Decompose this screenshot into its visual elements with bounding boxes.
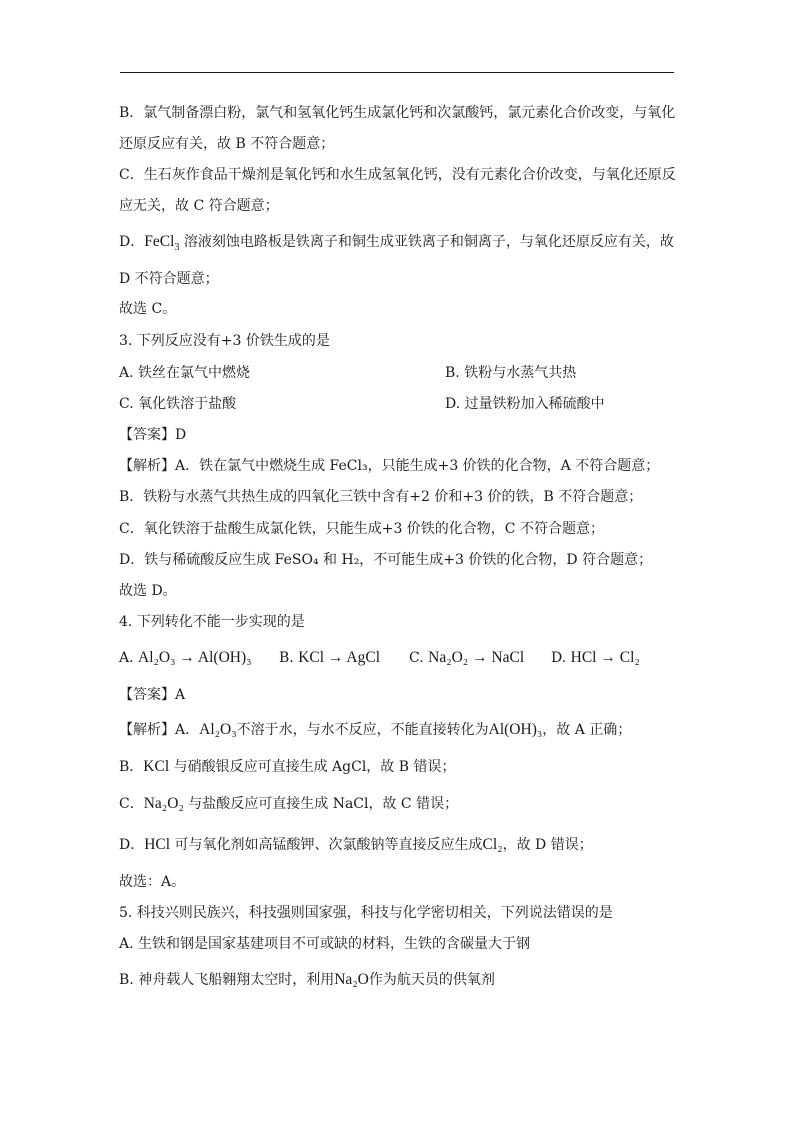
q4-option-d-label: D.: [551, 650, 567, 666]
q4-choose: 故选：A。: [119, 874, 186, 890]
q4-analysis-a-formula2: Al(OH)₃: [488, 721, 543, 738]
fecl3-sub: 3: [174, 242, 180, 253]
q3-stem: 3. 下列反应没有+3 价铁生成的是: [119, 333, 330, 349]
q4-answer: 【答案】A: [119, 687, 186, 703]
q4-option-c-label: C.: [409, 650, 424, 666]
q4-analysis-c-formula: Na₂O₂: [143, 795, 184, 812]
paragraph-b-line2: 还原反应有关，故 B 不符合题意；: [119, 136, 335, 152]
q5-option-b-prefix: B. 神舟载人飞船翱翔太空时，利用: [119, 972, 335, 988]
paragraph-d-line1: [119, 233, 674, 257]
q4-option-a-formula: Al₂O₃ → Al(OH)₃: [138, 649, 252, 666]
q4-analysis-c-prefix: C．: [119, 796, 144, 812]
q4-analysis-d-formula2: Cl₂: [482, 836, 503, 853]
paragraph-b-line1: B．氯气制备漂白粉，氯气和氢氧化钙生成氯化钙和次氯酸钙，氯元素化合价改变，与氧化: [119, 105, 676, 121]
q3-option-c: C. 氧化铁溶于盐酸: [119, 396, 237, 412]
q4-analysis-c-suffix: 与盐酸反应可直接生成 NaCl，故 C 错误；: [183, 796, 459, 812]
q4-analysis-d-mid: 可与氧化剂如高锰酸钾、次氯酸钠等直接反应生成: [170, 837, 483, 853]
q4-analysis-a-formula1: Al₂O₃: [199, 721, 237, 738]
q3-options-row1: [119, 364, 577, 382]
choose-c: 故选 C。: [119, 301, 177, 317]
q4-analysis-d-suffix: ，故 D 错误；: [502, 837, 593, 853]
q3-analysis-d: D．铁与稀硫酸反应生成 FeSO₄ 和 H₂，不可能生成+3 价铁的化合物，D 符合题意；: [119, 552, 653, 568]
paragraph-c-line2: 应无关，故 C 符合题意；: [119, 198, 279, 214]
q5-option-b-suffix: 作为航天员的供氧剂: [368, 972, 495, 988]
q4-analysis-b-formula: KCl: [143, 758, 170, 775]
paragraph-d-suffix: 溶液刻蚀电路板是铁离子和铜生成亚铁离子和铜离子，与氧化还原反应有关，故: [179, 234, 674, 250]
q4-analysis-b-suffix: 与硝酸银反应可直接生成 AgCl，故 B 错误；: [169, 759, 456, 775]
q4-analysis-c: [119, 795, 458, 813]
q4-analysis-d-prefix: D．: [119, 837, 145, 853]
q4-option-a-label: A.: [119, 650, 134, 666]
q3-options-row2: [119, 395, 605, 413]
q4-options-row: [119, 649, 679, 671]
q4-analysis-d: [119, 836, 593, 854]
q4-analysis-b-prefix: B．: [119, 759, 144, 775]
q4-analysis-a: [119, 721, 631, 739]
q5-option-b: [119, 971, 495, 989]
q4-option-c: [409, 649, 524, 667]
q4-option-d-formula: HCl → Cl₂: [570, 649, 640, 666]
q3-option-a: A. 铁丝在氯气中燃烧: [119, 365, 251, 381]
q4-analysis-b: [119, 758, 456, 776]
q3-answer: 【答案】D: [119, 427, 187, 443]
q4-analysis-a-prefix: 【解析】A．: [119, 722, 200, 738]
fecl3-main: FeCl: [144, 233, 175, 250]
paragraph-c-line1: C．生石灰作食品干燥剂是氧化钙和水生成氢氧化钙，没有元素化合价改变，与氧化还原反: [119, 167, 676, 183]
q5-stem: 5. 科技兴则民族兴，科技强则国家强，科技与化学密切相关，下列说法错误的是: [119, 905, 613, 921]
q4-analysis-d-formula1: HCl: [144, 836, 171, 853]
q4-stem: 4. 下列转化不能一步实现的是: [119, 614, 305, 630]
q4-option-c-formula: Na₂O₂ → NaCl: [428, 649, 525, 666]
q3-analysis-b: B．铁粉与水蒸气共热生成的四氧化三铁中含有+2 价和+3 价的铁，B 不符合题意；: [119, 489, 643, 505]
q3-choose: 故选 D。: [119, 583, 177, 599]
fecl3-formula: [144, 233, 180, 253]
q4-analysis-a-suffix: ，故 A 正确；: [542, 722, 632, 738]
q4-option-b-formula: KCl → AgCl: [298, 649, 381, 666]
q4-analysis-a-mid: 不溶于水，与水不反应，不能直接转化为: [236, 722, 489, 738]
paragraph-d-prefix: D．: [119, 234, 145, 250]
q5-option-b-formula: Na₂O: [334, 971, 369, 988]
paragraph-d-line2: D 不符合题意；: [119, 271, 219, 287]
header-rule: [120, 72, 674, 73]
q3-option-d: D. 过量铁粉加入稀硫酸中: [445, 396, 605, 412]
q5-option-a: A. 生铁和钢是国家基建项目不可或缺的材料，生铁的含碳量大于钢: [119, 936, 531, 952]
q4-option-b: [279, 649, 380, 667]
q4-option-d: [551, 649, 640, 667]
q3-analysis-c: C．氧化铁溶于盐酸生成氯化铁，只能生成+3 价铁的化合物，C 不符合题意；: [119, 521, 604, 537]
q4-option-b-label: B.: [279, 650, 294, 666]
q4-option-a: [119, 649, 252, 667]
q3-analysis-a: 【解析】A．铁在氯气中燃烧生成 FeCl₃，只能生成+3 价铁的化合物，A 不符合题意；: [119, 458, 660, 474]
q3-option-b: B. 铁粉与水蒸气共热: [445, 365, 577, 381]
